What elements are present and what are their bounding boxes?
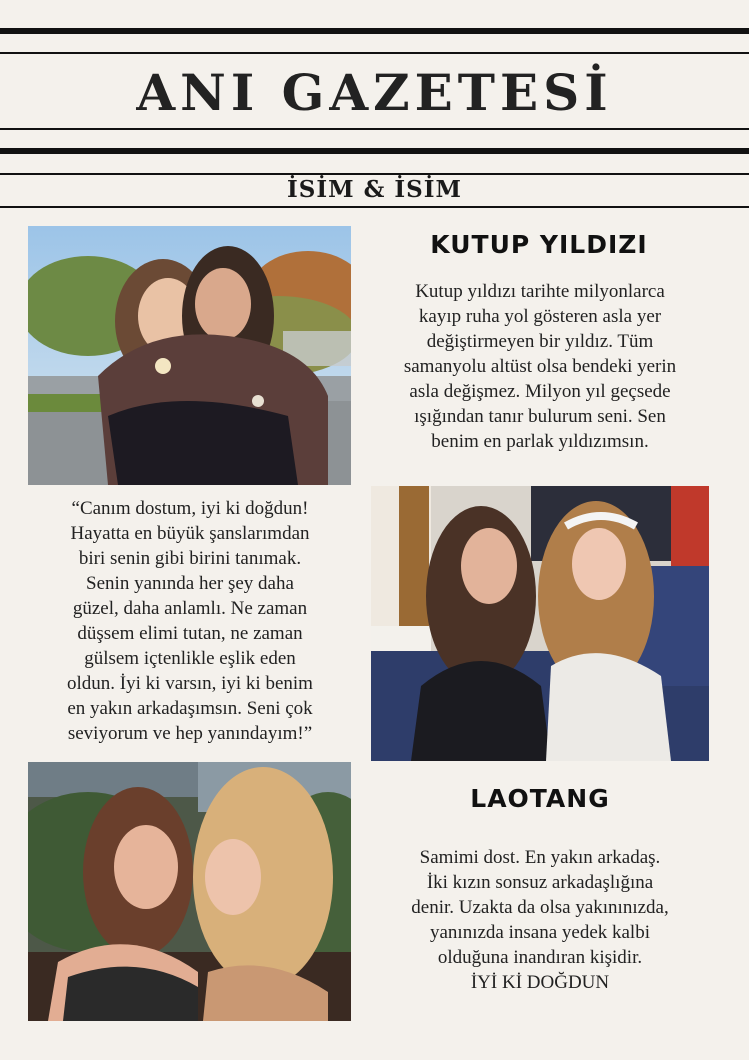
text-line: güzel, daha anlamlı. Ne zaman: [72, 598, 308, 619]
top-rule-thin: [0, 52, 749, 54]
top-rule-thick: [0, 28, 749, 34]
text-line: biri senin gibi birini tanımak.: [78, 548, 302, 569]
paragraph-laotang: [370, 845, 710, 995]
names-heading: İSİM & İSİM: [287, 176, 462, 203]
text-line: seviyorum ve hep yanındayım!”: [67, 723, 313, 744]
heading-kutup-yildizi: KUTUP YILDIZI: [430, 230, 648, 259]
photo-laughing: [28, 762, 351, 1021]
text-line: oldun. İyi ki varsın, iyi ki benim: [67, 673, 313, 694]
text-line: en yakın arkadaşımsın. Seni çok: [67, 698, 313, 719]
text-line: İki kızın sonsuz arkadaşlığına: [426, 872, 654, 893]
names-rule-thin: [0, 173, 749, 175]
text-line: olduğuna inandıran kişidir.: [437, 947, 643, 968]
text-line: Hayatta en büyük şanslarımdan: [70, 523, 310, 544]
text-line: samanyolu altüst olsa bendeki yerin: [403, 356, 677, 377]
text-line: denir. Uzakta da olsa yakınınızda,: [411, 897, 669, 918]
text-line: Kutup yıldızı tarihte milyonlarca: [415, 281, 665, 302]
quote-birthday-message: [22, 496, 358, 746]
text-line: ışığından tanır bulurum seni. Sen: [414, 406, 666, 427]
text-line: değiştirmeyen bir yıldız. Tüm: [426, 331, 654, 352]
text-line: asla değişmez. Milyon yıl geçsede: [409, 381, 671, 402]
text-line: İYİ Kİ DOĞDUN: [470, 972, 610, 993]
text-line: gülsem içtenlikle eşlik eden: [84, 648, 296, 669]
masthead-rule-bottom: [0, 128, 749, 130]
text-line: düşsem elimi tutan, ne zaman: [77, 623, 303, 644]
paragraph-kutup-yildizi: [362, 279, 718, 454]
names-rule-thick: [0, 148, 749, 154]
heading-laotang: LAOTANG: [470, 784, 610, 813]
names-rule-bottom: [0, 206, 749, 208]
text-line: yanınızda insana yedek kalbi: [429, 922, 650, 943]
text-line: Samimi dost. En yakın arkadaş.: [419, 847, 661, 868]
text-line: kayıp ruha yol gösteren asla yer: [418, 306, 662, 327]
text-line: benim en parlak yıldızımsın.: [431, 431, 649, 452]
text-line: “Canım dostum, iyi ki doğdun!: [71, 498, 309, 519]
masthead-title: ANI GAZETESİ: [136, 63, 613, 122]
text-line: Senin yanında her şey daha: [86, 573, 294, 594]
photo-hug: [28, 226, 351, 485]
photo-couch: [371, 486, 709, 761]
